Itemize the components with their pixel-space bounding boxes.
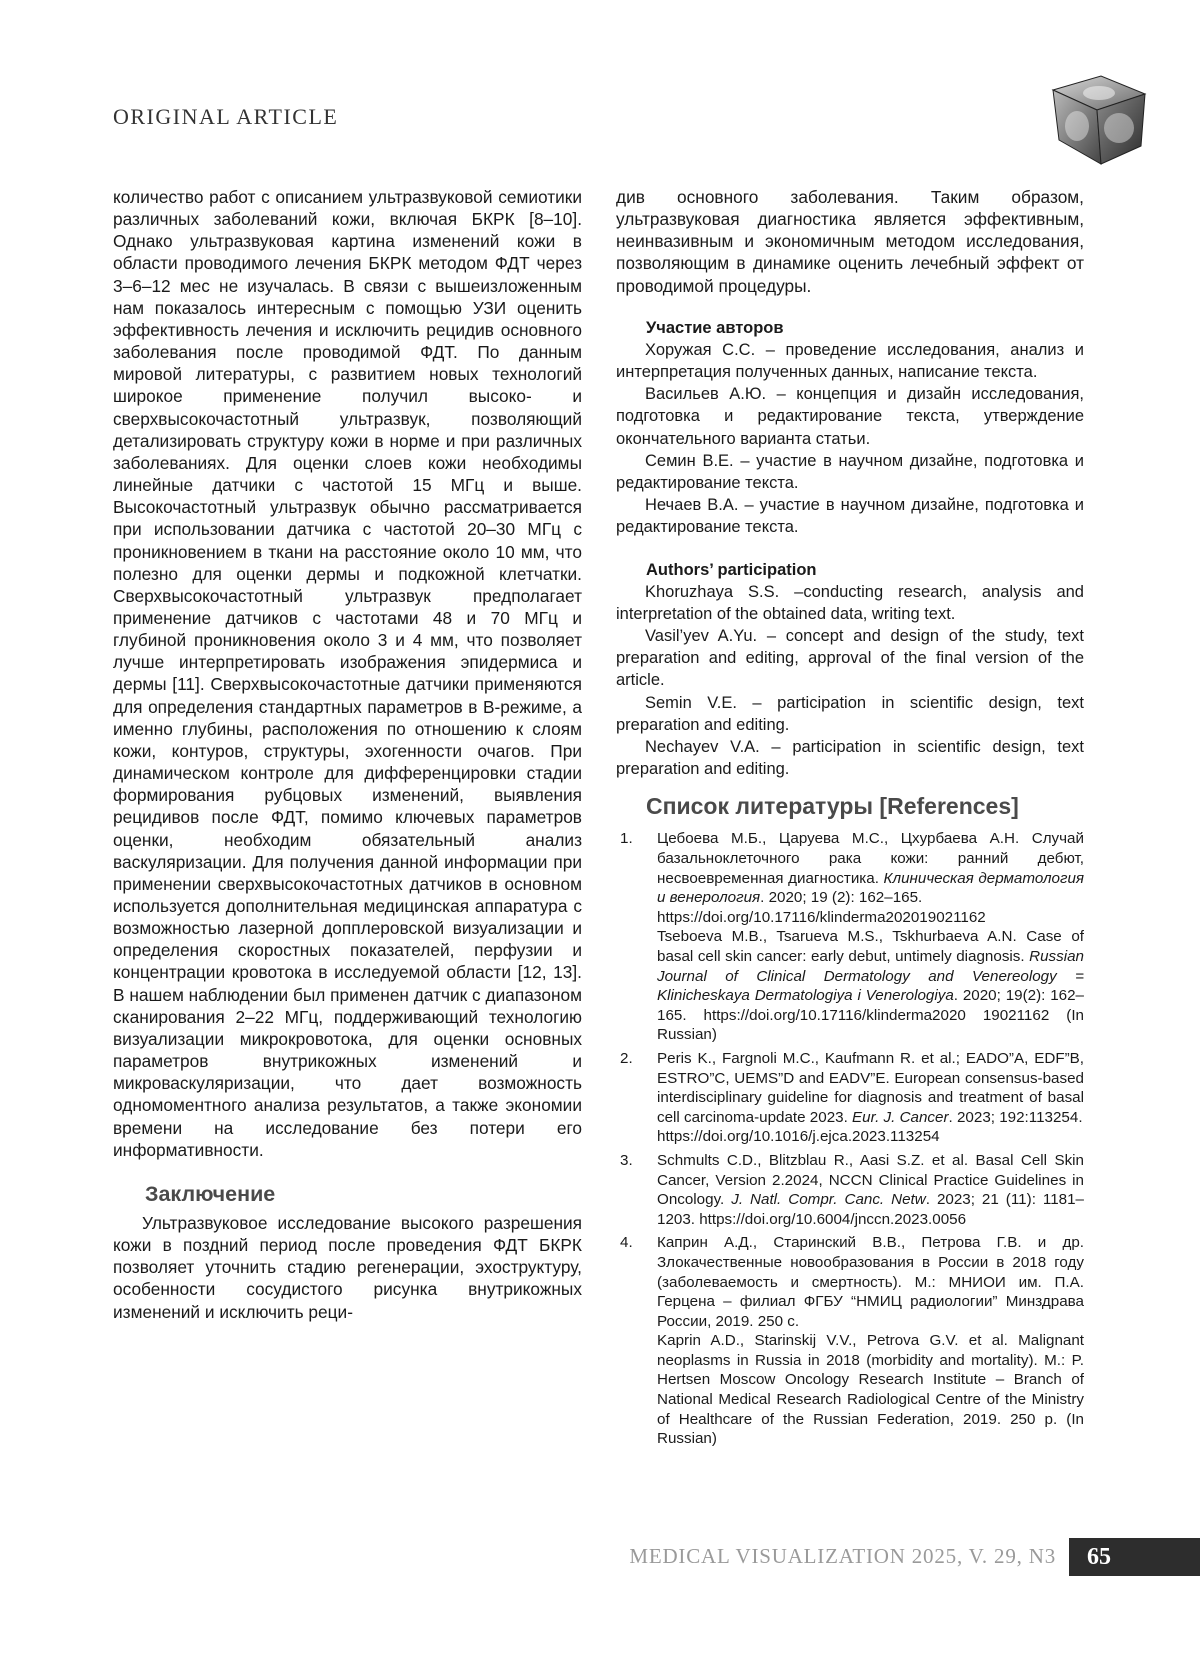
reference-item: [616, 1233, 1084, 1449]
contributions-ru: [616, 339, 1084, 539]
contribution-item: Semin V.E. – participation in scientific design, text preparation and editing.: [616, 693, 1084, 734]
reference-text: Kaprin A.D., Starinskij V.V., Petrova G.V. et al. Malignant neoplasms in Russia in 2018 (morbidity and mortality). M.: P. Hertsen Moscow Oncology Research Institute – Branch of National Medical Research Radiological Centre of the Ministry of Healthcare of the Russian Federation, 2019. 250 p. (In Russian): [657, 1332, 1084, 1448]
footer-journal-info: MEDICAL VISUALIZATION 2025, V. 29, N3: [629, 1544, 1056, 1568]
reference-journal: Russian Journal of Clinical Dermatology and Venereology = Klinicheskaya Dermatologiya i Venerologiya: [657, 948, 1084, 1005]
body-paragraph: количество работ с описанием ультразвуковой семиотики различных заболеваний кожи, включая БКРК [8–10]. Однако ультразвуковая картина изменений кожи в области проводимого лечения БКРК методом ФДТ через 3–6–12 мес не изучалась. В связи с вышеизложенным нам показалось интересным с помощью УЗИ оценить эффективность лечения и исключить рецидив основного заболевания после проводимой ФДТ. По данным мировой литературы, с развитием новых технологий широкое применение получил высоко- и сверхвысокочастотный ультразвук, позволяющий детализировать структуру кожи в норме и при различных заболеваниях. Для оценки слоев кожи необходимы линейные датчики с частотой 15 МГц и выше. Высокочастотный ультразвук обычно рассматривается при использовании датчика с частотой 20–30 МГц с проникновением в ткани на расстояние около 10 мм, что полезно для оценки дермы и подкожной клетчатки. Сверхвысокочастотный ультразвук предполагает применение датчиков с частотами 48 и 70 МГц и глубиной проникновения около 3 и 4 мм, что позволяет лучше интерпретировать изображения эпидермиса и дермы [11]. Сверхвысокочастотные датчики применяются для определения стандартных параметров в В-режиме, а именно глубины, расположения по отношению к слоям кожи, контуров, структуры, эхогенности очагов. При динамическом контроле для дифференцировки стадии формирования рубцовых изменений, выявления рецидивов после ФДТ, помимо ключевых параметров оценки, необходим обязательный анализ васкуляризации. Для получения данной информации при применении сверхвысокочастотных датчиков в основном используется дополнительная медицинская аппаратура с возможностью лазерной допплеровской визуализации и определения скоростных показателей, перфузии и концентрации кровотока в исследуемой области [12, 13]. В нашем наблюдении был применен датчик с диапазоном сканирования 2–22 МГц, поддерживающий технологию визуализации микрокровотока, для оценки основных параметров внутрикожных изменений и микроваскуляризации, что дает возможность одномоментного анализа результатов, а также экономии времени на исследование без потери его информативности.: [113, 187, 582, 1160]
page-number: 65: [1069, 1538, 1200, 1576]
conclusion-paragraph-start: Ультразвуковое исследование высокого разрешения кожи в поздний период после проведения ФДТ БКРК позволяет уточнить стадию регенерации, эхоструктуру, особенности сосудистого рисунка внутрикожных изменений и исключить реци-: [113, 1212, 582, 1322]
reference-item: [616, 1151, 1084, 1229]
reference-text: Peris K., Fargnoli M.C., Kaufmann R. et al.; EADO”A, EDF”B, ESTRO”C, UEMS”D and EADV”E. European consensus-based interdisciplinary guideline for diagnosis and treatment of basal cell carcinoma-update 2023.: [657, 1049, 1084, 1126]
left-column: [113, 186, 582, 1323]
reference-journal: Клиническая дерматология и венерология: [657, 869, 1084, 907]
section-label: ORIGINAL ARTICLE: [113, 104, 339, 129]
reference-number: 1.: [620, 830, 633, 848]
reference-item: [616, 1049, 1084, 1147]
contribution-item: Vasil’yev A.Yu. – concept and design of the study, text preparation and editing, approval of the final version of the article.: [616, 627, 1084, 690]
references-heading: Список литературы [References]: [646, 793, 1019, 820]
reference-text: . 2023; 192:113254.: [948, 1108, 1083, 1126]
conclusion-heading: Заключение: [145, 1181, 276, 1206]
contribution-item: Khoruzhaya S.S. –conducting research, analysis and interpretation of the obtained data, writing text.: [616, 582, 1084, 623]
reference-number: 3.: [620, 1151, 633, 1169]
contribution-item: Nechayev V.A. – participation in scientific design, text preparation and editing.: [616, 738, 1084, 779]
conclusion-paragraph-end: див основного заболевания. Таким образом, ультразвуковая диагностика является эффективным, неинвазивным и экономичным методом исследования, позволяющим в динамике оценить лечебный эффект от проводимой процедуры.: [616, 187, 1084, 296]
reference-text: Schmults C.D., Blitzblau R., Aasi S.Z. et al. Basal Cell Skin Cancer, Version 2.2024, NCCN Clinical Practice Guidelines in Oncology.: [657, 1151, 1084, 1209]
contributions-en-heading: Authors’ participation: [646, 560, 817, 579]
reference-doi-link[interactable]: https://doi.org/10.17116/klinderma202019021162: [657, 908, 986, 926]
reference-text: Каприн А.Д., Старинский В.В., Петрова Г.В. и др. Злокачественные новообразования в России в 2018 году (заболеваемость и смертность). М.: МНИОИ им. П.А. Герцена – филиал ФГБУ “НМИЦ радиологии” Минздрава России, 2019. 250 с.: [657, 1234, 1084, 1330]
reference-text: . 2020; 19(2): 162–165. https://doi.org/10.17116/klinderma2020 19021162 (In Russian): [657, 987, 1084, 1044]
reference-number: 4.: [620, 1234, 633, 1252]
contributions-en: [616, 581, 1084, 781]
reference-text: Tseboeva M.B., Tsarueva M.S., Tskhurbaeva A.N. Case of basal cell skin cancer: early debut, untimely diagnosis.: [657, 928, 1084, 965]
right-column: [616, 186, 1084, 1453]
reference-text: . 2020; 19 (2): 162–165.: [760, 889, 923, 907]
contribution-item: Хоружая С.С. – проведение исследования, анализ и интерпретация полученных данных, написание текста.: [616, 340, 1084, 381]
reference-journal: J. Natl. Compr. Canc. Netw: [731, 1191, 926, 1209]
reference-list: [616, 829, 1084, 1448]
cube-logo-icon: [1045, 68, 1165, 168]
reference-item: [616, 829, 1084, 1045]
reference-text: . 2023; 21 (11): 1181–1203. https://doi.org/10.6004/jnccn.2023.0056: [657, 1191, 1084, 1228]
contribution-item: Семин В.Е. – участие в научном дизайне, подготовка и редактирование текста.: [616, 451, 1084, 492]
reference-text: Цебоева М.Б., Царуева М.С., Цхурбаева А.Н. Случай базальноклеточного рака кожи: ранний дебют, несвоевременная диагностика.: [657, 830, 1084, 887]
contribution-item: Васильев А.Ю. – концепция и дизайн исследования, подготовка и редактирование текста, утверждение окончательного варианта статьи.: [616, 385, 1084, 448]
reference-number: 2.: [620, 1049, 633, 1067]
contribution-item: Нечаев В.А. – участие в научном дизайне, подготовка и редактирование текста.: [616, 496, 1084, 537]
reference-doi-link[interactable]: https://doi.org/10.1016/j.ejca.2023.113254: [657, 1128, 940, 1146]
contributions-ru-heading: Участие авторов: [646, 318, 784, 337]
reference-journal: Eur. J. Cancer: [852, 1108, 949, 1126]
